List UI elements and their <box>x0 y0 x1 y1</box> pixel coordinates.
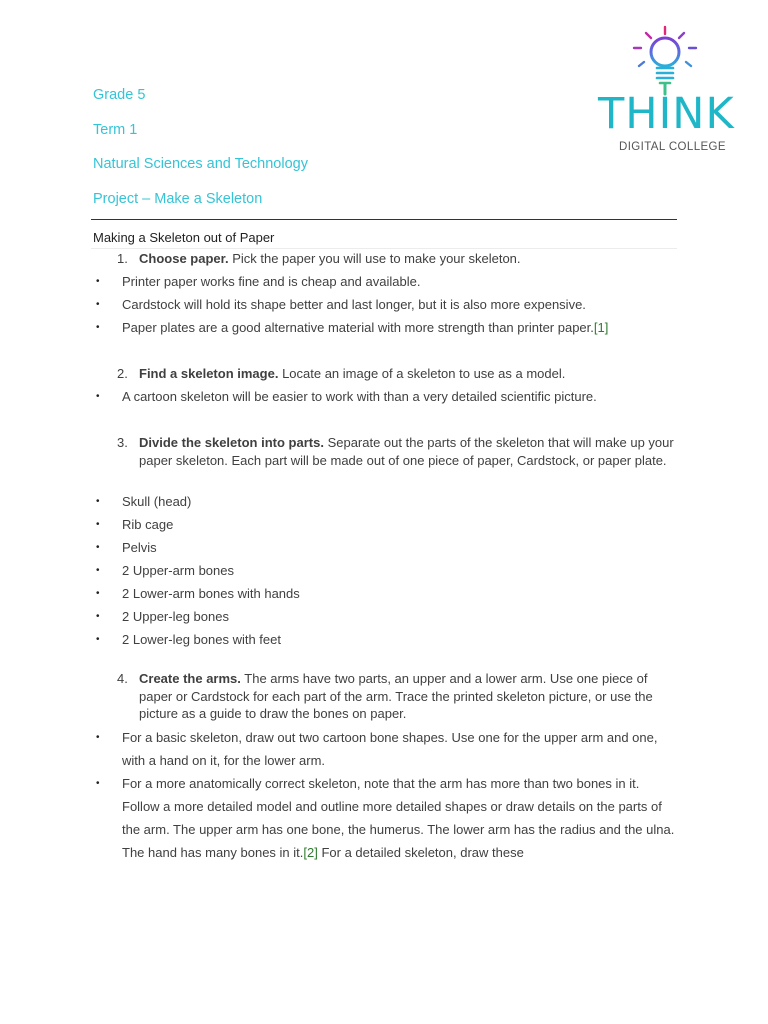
list-item: • 2 Lower-leg bones with feet <box>96 628 676 651</box>
step-number: 4. <box>117 671 128 686</box>
step-text: Pick the paper you will use to make your skeleton. <box>232 251 521 266</box>
bullet-icon: • <box>96 276 100 287</box>
list-item: • A cartoon skeleton will be easier to work with than a very detailed scientific picture. <box>96 385 676 408</box>
step-heading: Create the arms. <box>139 671 241 686</box>
step-heading: Divide the skeleton into parts. <box>139 435 324 450</box>
bullet-icon: • <box>96 611 100 622</box>
header-subject: Natural Sciences and Technology <box>93 156 308 172</box>
step-number: 3. <box>117 435 128 450</box>
reference-link[interactable]: [1] <box>593 320 609 335</box>
step-heading: Find a skeleton image. <box>139 366 279 381</box>
step-number: 1. <box>117 251 128 266</box>
logo-wordmark: THINK <box>598 89 735 139</box>
list-item: • For a more anatomically correct skeleton, note that the arm has more than two bones in it. Follow a more detailed model and outline more detailed shapes or draw details on the parts of the arm. The upper arm has one bone, the humerus. The lower arm has the radius and the ulna. The hand has many bones in it.[2] For a detailed skeleton, draw these <box>96 772 676 864</box>
bullet-icon: • <box>96 732 100 743</box>
header-project: Project – Make a Skeleton <box>93 191 263 207</box>
logo-tagline: DIGITAL COLLEGE <box>619 141 726 153</box>
step-3 <box>117 434 677 469</box>
bullet-icon: • <box>96 778 100 789</box>
list-item: • Printer paper works fine and is cheap and available. <box>96 270 676 293</box>
list-item: • Skull (head) <box>96 490 676 513</box>
step-text: Separate out the parts of the skeleton that will make up your paper skeleton. Each part will be made out of one piece of paper, Cardstock, or paper plate. <box>139 435 674 468</box>
step-1 <box>117 250 677 268</box>
header-term: Term 1 <box>93 122 138 138</box>
bullet-icon: • <box>96 542 100 553</box>
list-item: • 2 Lower-arm bones with hands <box>96 582 676 605</box>
list-item: • 2 Upper-leg bones <box>96 605 676 628</box>
bullet-icon: • <box>96 588 100 599</box>
bullet-icon: • <box>96 519 100 530</box>
list-item: • Cardstock will hold its shape better and last longer, but it is also more expensive. <box>96 293 676 316</box>
title-divider <box>91 248 677 249</box>
header-grade: Grade 5 <box>93 87 146 103</box>
bullet-icon: • <box>96 322 100 333</box>
list-item: • Pelvis <box>96 536 676 559</box>
bullet-icon: • <box>96 496 100 507</box>
reference-link[interactable]: [2] <box>303 845 318 860</box>
bullet-icon: • <box>96 634 100 645</box>
bullet-icon: • <box>96 299 100 310</box>
step-text: Locate an image of a skeleton to use as a model. <box>282 366 566 381</box>
step-4 <box>117 670 677 723</box>
step-2 <box>117 365 677 383</box>
step-number: 2. <box>117 366 128 381</box>
list-item: • 2 Upper-arm bones <box>96 559 676 582</box>
bullet-icon: • <box>96 391 100 402</box>
step-text: The arms have two parts, an upper and a lower arm. Use one piece of paper or Cardstock for each part of the arm. Trace the printed skeleton picture, or use the picture as a guide to draw the bones on paper. <box>139 671 653 721</box>
list-item: • Paper plates are a good alternative material with more strength than printer paper.[1] <box>96 316 676 339</box>
bullet-icon: • <box>96 565 100 576</box>
document-title: Making a Skeleton out of Paper <box>93 230 275 245</box>
list-item: • For a basic skeleton, draw out two cartoon bone shapes. Use one for the upper arm and one, with a hand on it, for the lower arm. <box>96 726 676 772</box>
header-divider <box>91 219 677 220</box>
step-heading: Choose paper. <box>139 251 229 266</box>
list-item: • Rib cage <box>96 513 676 536</box>
